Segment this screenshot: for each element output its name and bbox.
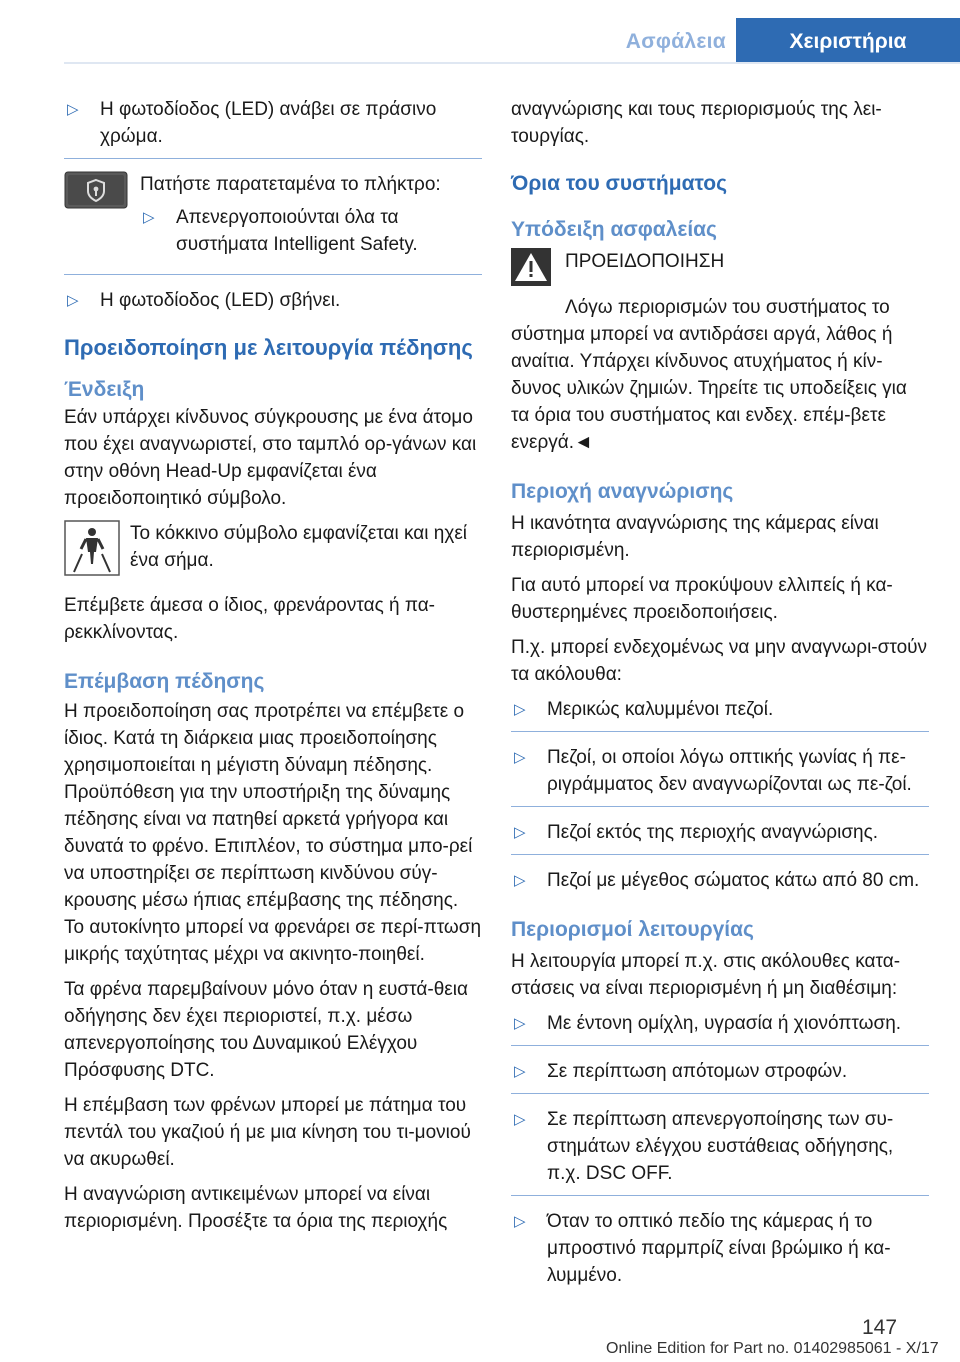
list-item xyxy=(140,204,482,258)
list-item xyxy=(64,96,482,150)
act-instruction: Επέμβετε άμεσα ο ίδιος, φρενάροντας ή πα‐ρεκκλίνοντας. xyxy=(64,595,436,643)
triangle-bullet-icon: ▷ xyxy=(67,292,79,309)
edition-footer[interactable]: Online Edition for Part no. 01402985061 - X/17 xyxy=(606,1340,939,1357)
paragraph: Η αναγνώριση αντικειμένων μπορεί να είναι περιορισμένη. Προσέξτε τα όρια της περιοχής xyxy=(64,1184,448,1232)
list-item xyxy=(511,696,929,723)
press-instruction: Πατήστε παρατεταμένα το πλήκτρο: xyxy=(140,174,441,195)
bullet-text: Όταν το οπτικό πεδίο της κάμερας ή το μπροστινό παρμπρίζ είναι βρώμικο ή κα‐λυμμένο. xyxy=(547,1211,891,1286)
subsection-heading: Επέμβαση πέδησης xyxy=(64,670,265,693)
paragraph: Π.χ. μπορεί ενδεχομένως να μην αναγνωρι‐στούν τα ακόλουθα: xyxy=(511,637,928,685)
left-column xyxy=(64,96,482,1243)
list-item xyxy=(511,819,929,846)
paragraph: Η επέμβαση των φρένων μπορεί με πάτημα του πεντάλ του γκαζιού ή με μια κίνηση του τι‐μονιού να ακυρωθεί. xyxy=(64,1095,471,1170)
divider xyxy=(511,731,929,732)
list-item xyxy=(511,744,929,798)
bullet-text: Σε περίπτωση απενεργοποίησης των συ‐στημάτων ελέγχου ευστάθειας οδήγησης, π.χ. DSC OFF. xyxy=(547,1109,894,1184)
intelligent-safety-button-icon xyxy=(64,171,128,209)
divider xyxy=(511,1195,929,1196)
section-heading: Προειδοποίηση με λειτουργία πέδησης xyxy=(64,335,473,360)
triangle-bullet-icon: ▷ xyxy=(514,1213,526,1230)
bullet-text: Πεζοί με μέγεθος σώματος κάτω από 80 cm. xyxy=(547,870,920,891)
paragraph: Η ικανότητα αναγνώρισης της κάμερας είναι περιορισμένη. xyxy=(511,513,879,561)
divider xyxy=(511,1093,929,1094)
subsection-heading: Υπόδειξη ασφαλείας xyxy=(511,218,717,241)
paragraph: Τα φρένα παρεμβαίνουν μόνο όταν η ευστά‐θεια οδήγησης δεν έχει περιοριστεί, π.χ. μέσω απενεργοποίησης του Δυναμικού Ελέγχου Πρόσφυσης DTC. xyxy=(64,979,468,1081)
subsection-heading: Περιοχή αναγνώρισης xyxy=(511,480,734,503)
bullet-text: Απενεργοποιούνται όλα τα συστήματα Intelligent Safety. xyxy=(176,207,418,255)
paragraph: Η προειδοποίηση σας προτρέπει να επέμβετε ο ίδιος. Κατά τη διάρκεια μιας προειδοποίησης χρησιμοποιείται η μέγιστη δύναμη πέδησης. Προϋπόθεση για την υποστήριξη της δύναμης πέδησης είναι να πατηθεί αρκετά γρήγορα και δυνατά το φρένο. Επιπλέον, το σύστημα μπο‐ρεί να υποστηρίξει σε περίπτωση κινδύνου σύγ‐κρουσης μέσω ήπιας επέμβασης της πέδησης. Το αυτοκίνητο μπορεί να φρενάρει σε περί‐πτωση μικρής ταχύτητας μέχρι να ακινητο‐ποιηθεί. xyxy=(64,701,482,965)
triangle-bullet-icon: ▷ xyxy=(67,101,79,118)
triangle-bullet-icon: ▷ xyxy=(514,824,526,841)
paragraph: Η λειτουργία μπορεί π.χ. στις ακόλουθες κατα‐στάσεις να είναι περιορισμένη ή μη διαθέσιμη: xyxy=(511,951,901,999)
list-item xyxy=(511,1058,929,1085)
bullet-text: Η φωτοδίοδος (LED) σβήνει. xyxy=(100,290,341,311)
list-item xyxy=(511,867,929,894)
divider xyxy=(511,806,929,807)
pedestrian-warning-icon xyxy=(64,520,120,576)
list-item xyxy=(511,1208,929,1289)
bullet-text: Πεζοί εκτός της περιοχής αναγνώρισης. xyxy=(547,822,879,843)
section-heading: Όρια του συστήματος xyxy=(511,172,728,195)
page-header xyxy=(0,0,960,64)
page-number: 147 xyxy=(862,1316,898,1339)
bullet-text: Η φωτοδίοδος (LED) ανάβει σε πράσινο χρώμα. xyxy=(100,99,437,147)
triangle-bullet-icon: ▷ xyxy=(143,209,155,226)
red-symbol-text: Το κόκκινο σύμβολο εμφανίζεται και ηχεί ένα σήμα. xyxy=(130,523,468,571)
list-item xyxy=(511,1106,929,1187)
triangle-bullet-icon: ▷ xyxy=(514,1063,526,1080)
bullet-text: Σε περίπτωση απότομων στροφών. xyxy=(547,1061,848,1082)
triangle-bullet-icon: ▷ xyxy=(514,1015,526,1032)
button-instruction xyxy=(64,171,482,266)
paragraph: Για αυτό μπορεί να προκύψουν ελλιπείς ή κα‐θυστερημένες προειδοποιήσεις. xyxy=(511,575,893,623)
list-item xyxy=(64,287,482,314)
divider xyxy=(64,158,482,159)
triangle-bullet-icon: ▷ xyxy=(514,749,526,766)
subsection-heading: Ένδειξη xyxy=(64,378,145,401)
header-rule xyxy=(64,62,960,64)
header-chapter-tab[interactable]: Χειριστήρια xyxy=(736,18,960,64)
divider xyxy=(511,1045,929,1046)
triangle-bullet-icon: ▷ xyxy=(514,872,526,889)
subsection-heading: Περιορισμοί λειτουργίας xyxy=(511,918,754,941)
divider xyxy=(64,274,482,275)
symbol-row xyxy=(64,520,482,584)
bullet-text: Πεζοί, οι οποίοι λόγω οπτικής γωνίας ή πε‐ριγράμματος δεν αναγνωρίζονται ως πε‐ζοί. xyxy=(547,747,912,795)
warning-text: Λόγω περιορισμών του συστήματος το σύστημα μπορεί να αντιδράσει αργά, λάθος ή αναίτια. Υπάρχει κίνδυνος ατυχήματος ή κίν‐δυνος υλικών ζημιών. Τηρείτε τις υποδείξεις για τα όρια του συστήματος και ενδεχ. επέμ‐βετε ενεργά.◄ xyxy=(511,297,907,453)
bullet-text: Με έντονη ομίχλη, υγρασία ή χιονόπτωση. xyxy=(547,1013,902,1034)
warning-title: ΠΡΟΕΙΔΟΠΟΙΗΣΗ xyxy=(565,251,725,272)
warning-block xyxy=(511,248,929,294)
divider xyxy=(511,854,929,855)
list-item xyxy=(511,1010,929,1037)
indicator-text: Εάν υπάρχει κίνδυνος σύγκρουσης με ένα άτομο που έχει αναγνωριστεί, στο ταμπλό ορ‐γάνων και στην οθόνη Head-Up εμφανίζεται ένα προειδοποιητικό σύμβολο. xyxy=(64,407,477,509)
right-column xyxy=(511,96,929,1297)
bullet-text: Μερικώς καλυμμένοι πεζοί. xyxy=(547,699,774,720)
triangle-bullet-icon: ▷ xyxy=(514,701,526,718)
triangle-bullet-icon: ▷ xyxy=(514,1111,526,1128)
header-section[interactable]: Ασφάλεια xyxy=(625,30,726,53)
paragraph: αναγνώρισης και τους περιορισμούς της λει‐τουργίας. xyxy=(511,99,882,147)
warning-triangle-icon xyxy=(511,248,551,286)
